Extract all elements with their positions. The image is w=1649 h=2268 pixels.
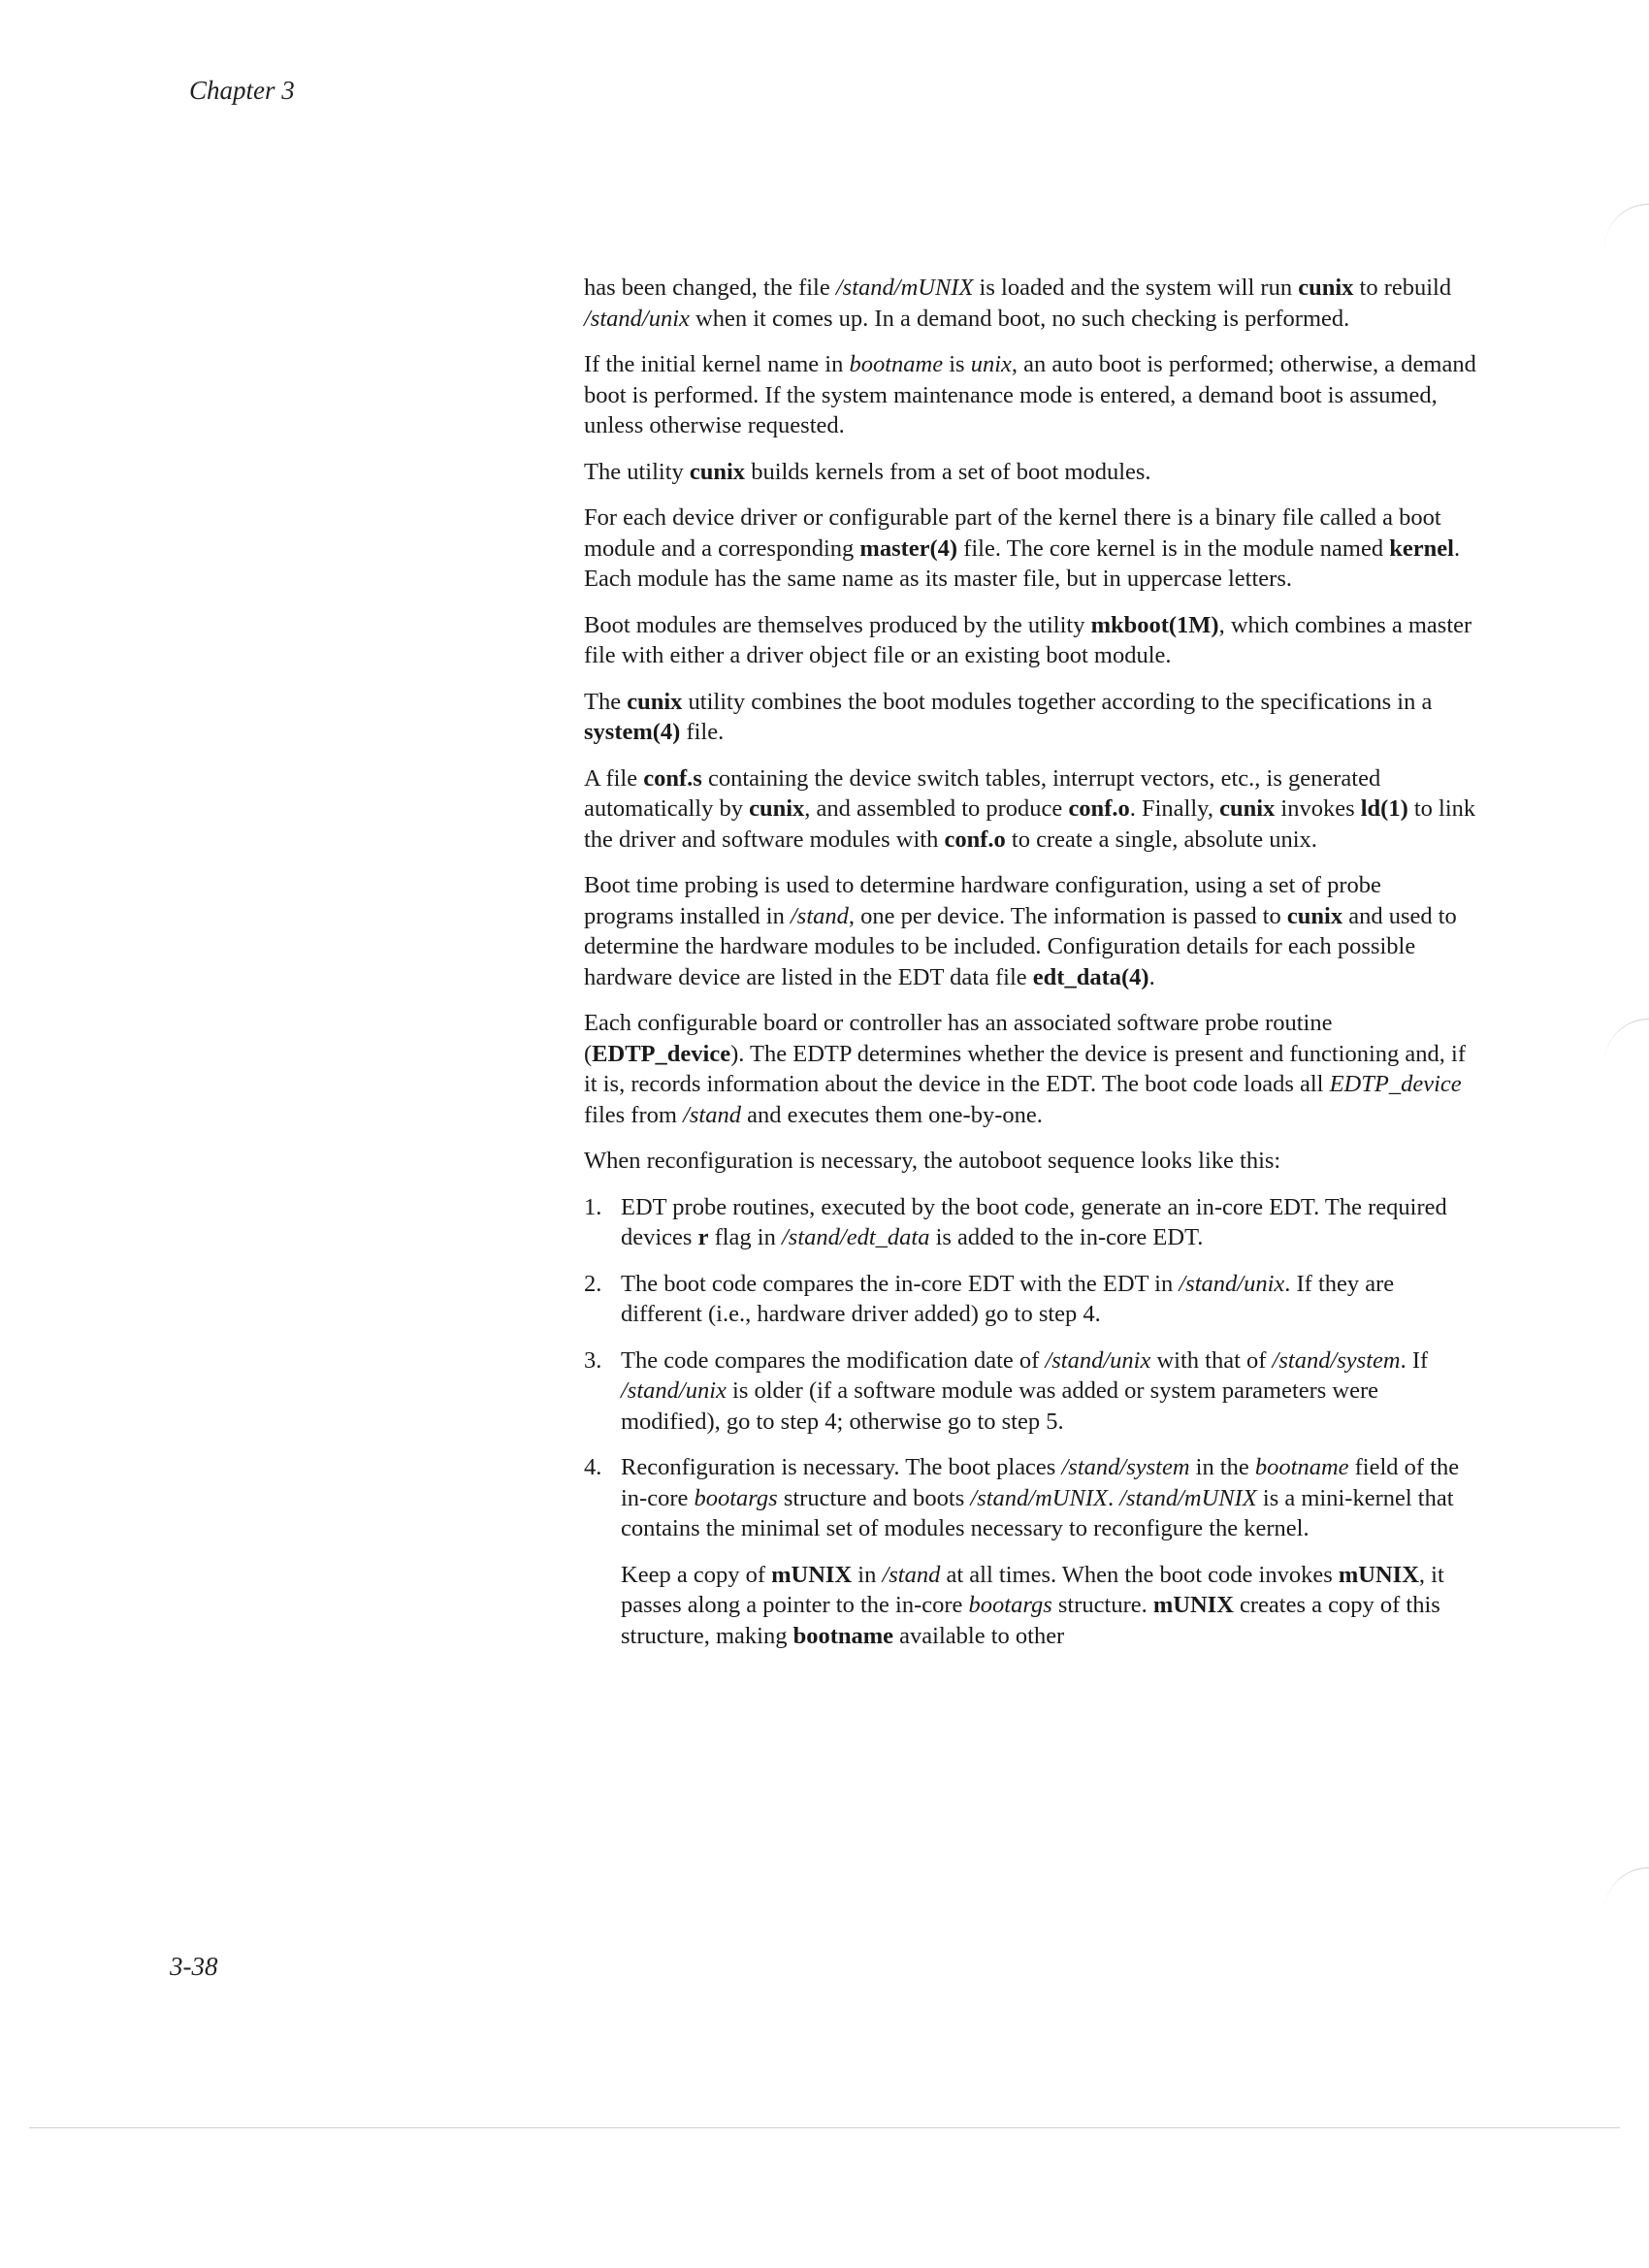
bold-term: r (697, 1224, 709, 1250)
bold-term: system(4) (584, 719, 681, 745)
text-run: The code compares the modification date of (621, 1346, 1046, 1374)
text-run: Boot time probing is used to determine hardware configuration, using a set of probe programs installed in (584, 872, 1381, 929)
italic-term: /stand/mUNIX (1119, 1484, 1257, 1511)
italic-term: unix (970, 351, 1012, 377)
text-run: Keep a copy of (621, 1561, 772, 1588)
text-run: The (584, 688, 628, 715)
body-paragraphs (584, 273, 1476, 1177)
text-run: . (1107, 1484, 1120, 1511)
italic-term: /stand/mUNIX (835, 275, 974, 301)
text-run: . If (1400, 1346, 1429, 1374)
text-run: with that of (1150, 1346, 1273, 1374)
paragraph (584, 457, 1476, 488)
bold-term: cunix (1219, 795, 1276, 822)
italic-term: /stand/system (1061, 1454, 1190, 1480)
step-number: 2. (584, 1270, 602, 1297)
text-run: at all times. When the boot code invokes (940, 1561, 1339, 1588)
bold-term: bootname (792, 1622, 894, 1649)
step-number: 3. (584, 1346, 602, 1374)
paragraph (584, 870, 1476, 992)
paragraph (584, 763, 1476, 856)
bold-term: cunix (689, 458, 746, 485)
italic-term: EDTP_device (1329, 1071, 1462, 1097)
text-run: EDT probe routines, executed by the boot code, generate an in-core EDT. The required devices (621, 1193, 1447, 1250)
text-run: . Finally, (1129, 795, 1220, 822)
italic-term: bootargs (694, 1484, 778, 1511)
paragraph (584, 610, 1476, 671)
italic-term: /stand/mUNIX (970, 1484, 1108, 1511)
step-item (584, 1452, 1476, 1544)
text-run: The utility (584, 458, 690, 485)
text-run: to create a single, absolute unix. (1005, 826, 1317, 853)
text-run: , an auto boot is performed; otherwise, a demand boot is performed. If the system maintenance mode is entered, a demand boot is assumed, unless otherwise requested. (584, 351, 1476, 438)
text-run: is older (if a software module was added or system parameters were modified), go to step 4; otherwise go to step 5. (621, 1377, 1379, 1435)
bold-term: mUNIX (771, 1561, 853, 1588)
bold-term: cunix (1298, 275, 1354, 301)
text-run: available to other (893, 1622, 1065, 1649)
text-run: in (852, 1561, 883, 1588)
text-run: to rebuild (1353, 275, 1452, 301)
paragraph (584, 1008, 1476, 1130)
scan-edge-mark (1604, 1019, 1649, 1087)
text-run: file. (680, 719, 725, 745)
text-run: . Each module has the same name as its master file, but in uppercase letters. (584, 535, 1461, 592)
text-run: in the (1189, 1454, 1255, 1480)
italic-term: bootname (1254, 1454, 1349, 1480)
bold-term: mkboot(1M) (1090, 611, 1219, 638)
text-run: , which combines a master file with either a driver object file or an existing boot module. (584, 611, 1472, 668)
bold-term: conf.o (944, 826, 1006, 853)
text-run: The boot code compares the in-core EDT with the EDT in (621, 1270, 1180, 1297)
text-run: file. The core kernel is in the module named (957, 535, 1390, 562)
paragraph (584, 349, 1476, 441)
text-run: For each device driver or configurable part of the kernel there is a binary file called a boot module and a corresponding (584, 504, 1441, 562)
scan-edge-mark (1604, 1867, 1649, 1936)
chapter-header: Chapter 3 (189, 76, 295, 105)
bold-term: mUNIX (1152, 1592, 1234, 1618)
bold-term: EDTP_device (592, 1040, 731, 1067)
step-number: 1. (584, 1193, 602, 1220)
text-run: builds kernels from a set of boot modules. (745, 458, 1151, 485)
text-run: ). The EDTP determines whether the device is present and functioning and, if it is, records information about the device in the EDT. The boot code loads all (584, 1040, 1466, 1097)
italic-term: /stand/unix (584, 305, 690, 332)
text-run: If the initial kernel name in (584, 351, 850, 377)
text-run: has been changed, the file (584, 275, 836, 301)
text-run: and used to determine the hardware modules to be included. Configuration details for each possible hardware device are listed in the EDT data file (584, 902, 1457, 990)
italic-term: /stand/edt_data (782, 1224, 930, 1250)
italic-term: /stand (790, 902, 849, 929)
page-body (584, 273, 1476, 1667)
page-number: 3-38 (170, 1952, 218, 1981)
text-run: flag in (708, 1224, 782, 1250)
paragraph (584, 502, 1476, 595)
bold-term: ld(1) (1360, 795, 1408, 822)
italic-term: /stand/unix (1179, 1270, 1285, 1297)
scan-edge-mark (1604, 204, 1649, 273)
paragraph (584, 273, 1476, 334)
text-run: to link the driver and software modules with (584, 795, 1476, 853)
italic-term: /stand (683, 1101, 741, 1128)
text-run: , it passes along a pointer to the in-core (621, 1561, 1444, 1618)
text-run: Each configurable board or controller has an associated software probe routine ( (584, 1010, 1333, 1067)
text-run: . (1148, 963, 1155, 990)
text-run: when it comes up. In a demand boot, no such checking is performed. (689, 305, 1350, 332)
text-run: is (943, 351, 971, 377)
bold-term: mUNIX (1338, 1561, 1419, 1588)
step-item (584, 1269, 1476, 1330)
italic-term: bootname (849, 351, 944, 377)
text-run: structure. (1051, 1592, 1153, 1618)
bold-term: edt_data(4) (1032, 963, 1149, 990)
paragraph (584, 687, 1476, 748)
text-run: , and assembled to produce (804, 795, 1069, 822)
step-number: 4. (584, 1454, 602, 1480)
bold-term: kernel (1389, 535, 1454, 562)
italic-term: /stand/system (1272, 1346, 1401, 1374)
text-run: containing the device switch tables, interrupt vectors, etc., is generated automatically by (584, 764, 1381, 822)
text-run: is added to the in-core EDT. (929, 1224, 1204, 1250)
text-run: When reconfiguration is necessary, the autoboot sequence looks like this: (584, 1148, 1281, 1174)
bold-term: cunix (1286, 902, 1343, 929)
bold-term: master(4) (859, 535, 958, 562)
text-run: field of the in-core (621, 1454, 1460, 1511)
text-run: is a mini-kernel that contains the minimal set of modules necessary to reconfigure the kernel. (621, 1484, 1454, 1541)
text-run: utility combines the boot modules together according to the specifications in a (682, 688, 1433, 715)
closing-paragraph (584, 1560, 1476, 1652)
text-run: and executes them one-by-one. (740, 1101, 1043, 1128)
bold-term: cunix (749, 795, 805, 822)
autoboot-steps (584, 1192, 1476, 1544)
paragraph (584, 1146, 1476, 1177)
text-run: Boot modules are themselves produced by the utility (584, 611, 1091, 638)
bold-term: conf.s (643, 764, 702, 792)
italic-term: /stand (882, 1561, 941, 1588)
italic-term: /stand/unix (621, 1377, 727, 1404)
text-run: creates a copy of this structure, making (621, 1592, 1440, 1649)
bold-term: cunix (627, 688, 683, 715)
text-run: A file (584, 764, 644, 792)
text-run: . If they are different (i.e., hardware driver added) go to step 4. (621, 1270, 1395, 1327)
italic-term: /stand/unix (1045, 1346, 1151, 1374)
text-run: structure and boots (777, 1484, 971, 1511)
text-run: files from (584, 1101, 684, 1128)
page-bottom-rule (29, 2127, 1620, 2128)
italic-term: bootargs (968, 1592, 1052, 1618)
text-run: Reconfiguration is necessary. The boot places (621, 1454, 1062, 1480)
step-item (584, 1192, 1476, 1253)
text-run: is loaded and the system will run (973, 275, 1299, 301)
step-item (584, 1345, 1476, 1438)
bold-term: conf.o (1068, 795, 1130, 822)
text-run: invokes (1275, 795, 1361, 822)
text-run: , one per device. The information is passed to (848, 902, 1287, 929)
